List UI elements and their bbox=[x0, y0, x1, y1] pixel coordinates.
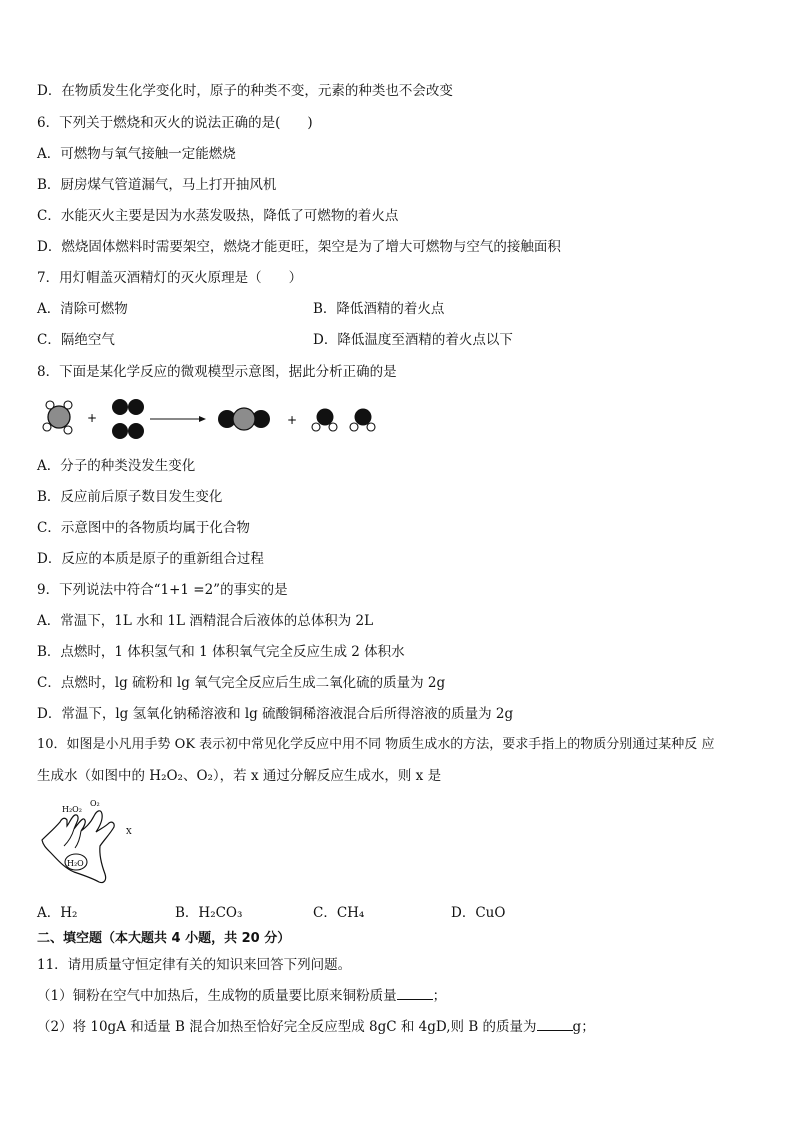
q6-option-c: C．水能灭火主要是因为水蒸发吸热，降低了可燃物的着火点 bbox=[37, 208, 399, 224]
q7-option-a: A．清除可燃物 bbox=[37, 301, 128, 317]
q11-part2-end: g； bbox=[572, 1019, 595, 1035]
reaction-arrow bbox=[150, 416, 206, 422]
label-h2o: H₂O bbox=[67, 859, 84, 868]
q6-option-d: D．燃烧固体燃料时需要架空，燃烧才能更旺，架空是为了增大可燃物与空气的接触面积 bbox=[37, 239, 561, 255]
q9-option-d: D．常温下，lg 氢氧化钠稀溶液和 lg 硫酸铜稀溶液混合后所得溶液的质量为 2g bbox=[37, 706, 514, 722]
q7-stem: 7．用灯帽盖灭酒精灯的灭火原理是（ ） bbox=[37, 270, 303, 286]
q7-option-c: C．隔绝空气 bbox=[37, 332, 115, 348]
product-molecule-h2o bbox=[350, 409, 375, 432]
plus-sign: + bbox=[287, 413, 298, 427]
section-title-fill-in: 二、填空题（本大题共 4 小题，共 20 分） bbox=[37, 931, 291, 946]
q11-part2 bbox=[37, 1018, 595, 1036]
label-h2o2: H₂O₂ bbox=[62, 805, 82, 814]
reactant-molecule-o2 bbox=[112, 399, 144, 439]
q11-part1 bbox=[37, 987, 446, 1005]
q6-stem: 6．下列关于燃烧和灭火的说法正确的是( ) bbox=[37, 115, 313, 131]
label-o2: O₂ bbox=[90, 799, 100, 808]
ok-hand-figure bbox=[38, 796, 138, 888]
answer-blank[interactable] bbox=[537, 1018, 573, 1031]
q8-option-c: C．示意图中的各物质均属于化合物 bbox=[37, 520, 250, 536]
answer-blank[interactable] bbox=[397, 987, 433, 1000]
q8-option-d: D．反应的本质是原子的重新组合过程 bbox=[37, 551, 264, 567]
reaction-diagram bbox=[36, 393, 396, 445]
product-molecule-h2o bbox=[312, 409, 337, 432]
q8-option-a: A．分子的种类没发生变化 bbox=[37, 458, 196, 474]
q7-option-d: D．降低温度至酒精的着火点以下 bbox=[313, 332, 513, 348]
q6-option-a: A．可燃物与氧气接触一定能燃烧 bbox=[37, 146, 236, 162]
q10-option-d: D．CuO bbox=[451, 905, 506, 921]
q5-option-d: D．在物质发生化学变化时，原子的种类不变，元素的种类也不会改变 bbox=[37, 83, 453, 99]
q10-stem-line1: 10．如图是小凡用手势 OK 表示初中常见化学反应中用不同 物质生成水的方法，要求手指上的物质分别通过某种反 应 bbox=[37, 737, 715, 752]
q11-part1-end: ； bbox=[432, 988, 447, 1004]
reactant-molecule-ch4 bbox=[43, 401, 72, 434]
q9-option-b: B．点燃时，1 体积氢气和 1 体积氧气完全反应生成 2 体积水 bbox=[37, 644, 405, 660]
q7-option-b: B．降低酒精的着火点 bbox=[313, 301, 445, 317]
q9-stem: 9．下列说法中符合“1+1 =2”的事实的是 bbox=[37, 582, 288, 598]
q8-stem: 8．下面是某化学反应的微观模型示意图，据此分析正确的是 bbox=[37, 364, 397, 380]
q10-option-b: B．H₂CO₃ bbox=[175, 905, 243, 921]
q11-part1-text: （1）铜粉在空气中加热后，生成物的质量要比原来铜粉质量 bbox=[37, 988, 397, 1004]
q10-option-a: A．H₂ bbox=[37, 905, 78, 921]
q10-stem-line2: 生成水（如图中的 H₂O₂、O₂），若 x 通过分解反应生成水，则 x 是 bbox=[37, 768, 442, 784]
q11-part2-text: （2）将 10gA 和适量 B 混合加热至恰好完全反应型成 8gC 和 4gD,则 B 的质量为 bbox=[37, 1019, 537, 1035]
plus-sign: + bbox=[87, 411, 98, 425]
label-x: X bbox=[126, 827, 132, 836]
q11-stem: 11．请用质量守恒定律有关的知识来回答下列问题。 bbox=[37, 957, 352, 973]
q9-option-a: A．常温下，1L 水和 1L 酒精混合后液体的总体积为 2L bbox=[37, 613, 374, 629]
product-molecule-co2 bbox=[218, 408, 270, 430]
q8-option-b: B．反应前后原子数目发生变化 bbox=[37, 489, 223, 505]
q6-option-b: B．厨房煤气管道漏气，马上打开抽风机 bbox=[37, 177, 277, 193]
q10-option-c: C．CH₄ bbox=[313, 905, 365, 921]
q9-option-c: C．点燃时，lg 硫粉和 lg 氧气完全反应后生成二氧化硫的质量为 2g bbox=[37, 675, 446, 691]
